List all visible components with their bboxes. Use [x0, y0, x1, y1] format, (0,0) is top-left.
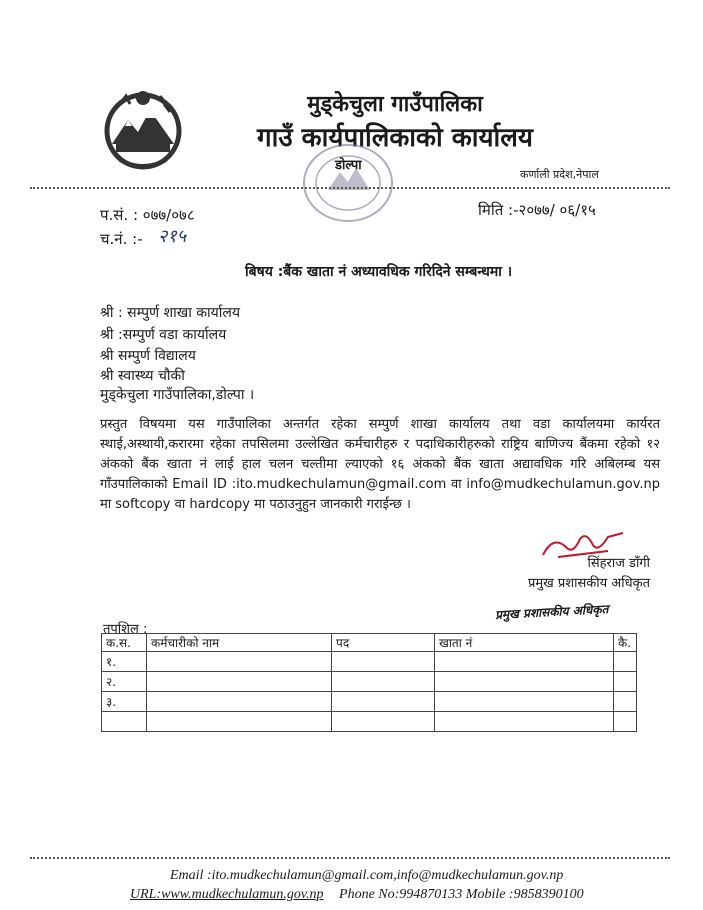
table-row	[102, 712, 637, 732]
addressee-line: श्री : सम्पुर्ण शाखा कार्यालय	[100, 305, 241, 321]
column-header: कै.	[614, 634, 637, 652]
district-name: डोल्पा	[335, 158, 362, 173]
addressee-line: मुड्केचुला गाउँपालिका,डोल्पा ।	[100, 387, 255, 403]
table-cell	[435, 672, 614, 692]
addressee-line: श्री सम्पुर्ण विद्यालय	[100, 348, 196, 364]
addressee-line: श्री स्वास्थ्य चौकी	[100, 368, 185, 384]
table-cell	[147, 692, 332, 712]
footer-phone: Phone No:994870133 Mobile :9858390100	[339, 887, 584, 902]
dispatch-number-handwritten: २१५	[158, 226, 187, 247]
table-cell	[435, 712, 614, 732]
column-header: पद	[332, 634, 435, 652]
letter-subject: बिषय :बैंक खाता नं अध्यावधिक गरिदिने सम्बन्धमा ।	[245, 264, 513, 280]
table-cell	[435, 652, 614, 672]
table-row	[102, 672, 637, 692]
table-cell	[614, 652, 637, 672]
table-cell	[332, 692, 435, 712]
table-cell	[332, 712, 435, 732]
table-cell: २.	[102, 672, 147, 692]
column-header: क.स.	[102, 634, 147, 652]
table-cell	[147, 652, 332, 672]
table-cell	[147, 712, 332, 732]
table-caption: तपशिल :	[103, 622, 148, 637]
table-cell	[614, 692, 637, 712]
municipality-name: मुड्केचुला गाउँपालिका	[307, 92, 483, 117]
footer-email: Email :ito.mudkechulamun@gmail.com,info@mudkechulamun.gov.np	[170, 868, 564, 883]
employee-table	[101, 633, 637, 732]
letter-body: प्रस्तुत विषयमा यस गाउँपालिका अन्तर्गत रहेका सम्पुर्ण शाखा कार्यालय तथा वडा कार्यालयमा कार्यरत स्थाई,अस्थायी,करारमा रहेका तपसिलमा उल्लेखित कर्मचारीहरु र पदाधिकारीहरुको राष्ट्रिय बाणिज्य बैंकमा रहेको १२ अंकको बैंक खाता नं लाई हाल चलन चल्तीमा ल्याएको १६ अंकको बैंक खाता अद्यावधिक गरि अबिलम्ब यस गाँउपालिकाको Email ID :ito.mudkechulamun@gmail.com वा info@mudkechulamun.gov.np मा softcopy वा hardcopy मा पठाउनुहुन जानकारी गराईन्छ ।	[100, 417, 660, 512]
column-header: कर्मचारीको नाम	[147, 634, 332, 652]
footer-divider	[30, 857, 670, 859]
table-cell: १.	[102, 652, 147, 672]
table-cell	[332, 672, 435, 692]
designation-stamp: प्रमुख प्रशासकीय अधिकृत	[494, 602, 609, 622]
table-cell	[614, 672, 637, 692]
province-label: कर्णाली प्रदेश,नेपाल	[520, 168, 599, 181]
table-cell	[614, 712, 637, 732]
footer-contact	[130, 887, 584, 903]
addressee-line: श्री :सम्पुर्ण वडा कार्यालय	[100, 327, 227, 343]
letter-number: प.सं. : ०७७/०७८	[100, 206, 195, 224]
footer-url[interactable]: URL:www.mudkechulamun.gov.np	[130, 887, 324, 902]
table-cell: ३.	[102, 692, 147, 712]
dispatch-number-label: च.नं. :-	[100, 230, 143, 248]
office-stamp-icon	[290, 138, 400, 228]
table-row	[102, 652, 637, 672]
nepal-emblem-icon	[98, 84, 188, 174]
table-cell	[147, 672, 332, 692]
letter-date: मिति :-२०७७/ ०६/१५	[478, 201, 596, 219]
table-cell	[435, 692, 614, 712]
table-row	[102, 692, 637, 712]
signatory-name: सिंहराज डाँगी	[587, 556, 650, 571]
office-name: गाउँ कार्यपालिकाको कार्यालय	[257, 123, 533, 153]
signatory-designation: प्रमुख प्रशासकीय अधिकृत	[527, 576, 650, 591]
column-header: खाता नं	[435, 634, 614, 652]
header-divider	[30, 187, 670, 189]
table-header-row	[102, 634, 637, 652]
table-cell	[332, 652, 435, 672]
table-cell	[102, 712, 147, 732]
